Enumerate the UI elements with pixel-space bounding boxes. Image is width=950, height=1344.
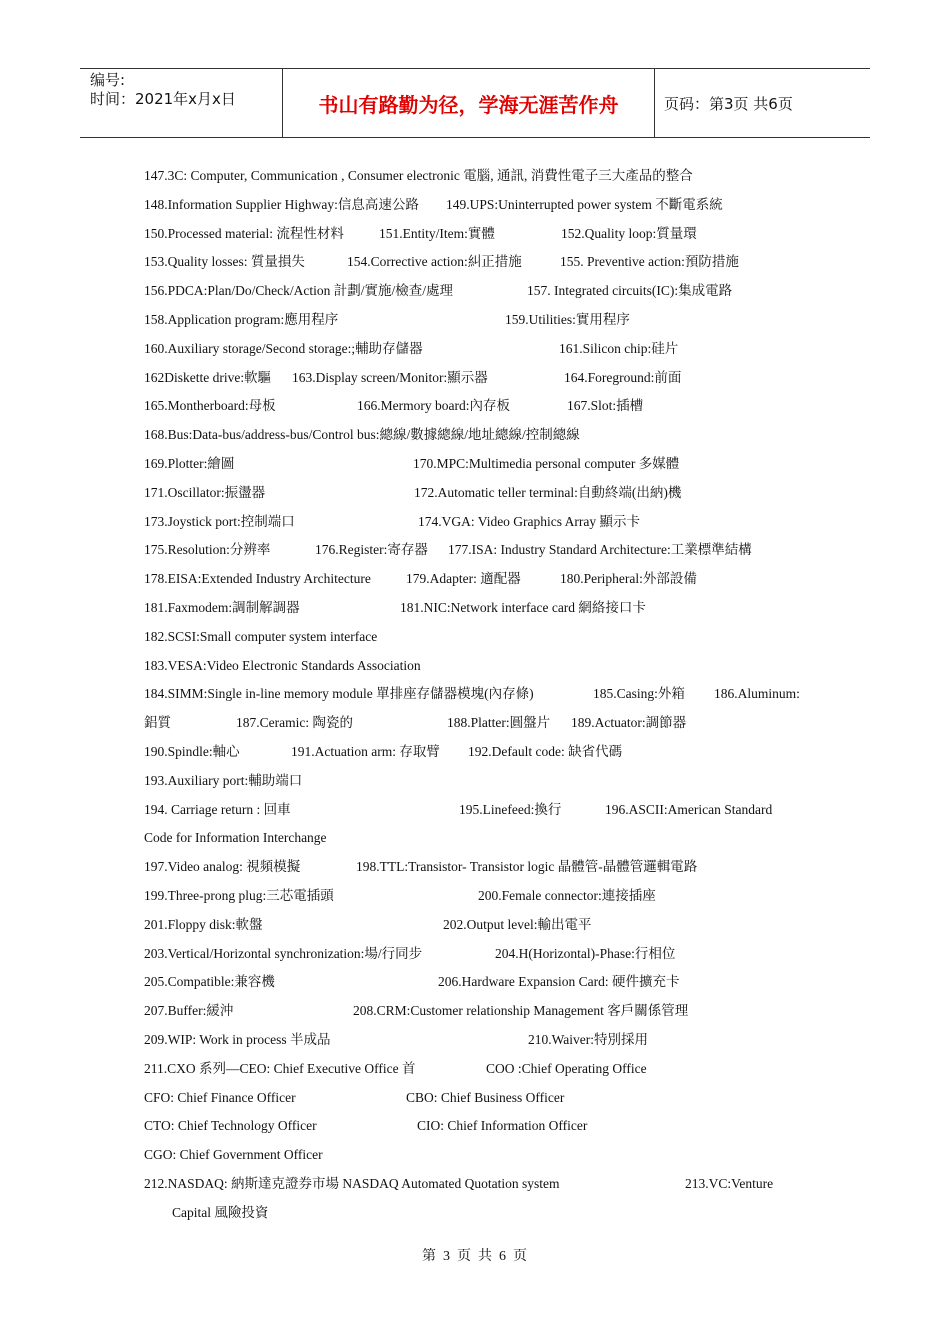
glossary-line bbox=[144, 1112, 824, 1141]
glossary-entry: 202.Output level:輸出電平 bbox=[443, 916, 592, 932]
glossary-line bbox=[144, 220, 824, 249]
glossary-entry: 184.SIMM:Single in-line memory module 單排座存儲器模塊(內存條) bbox=[144, 686, 534, 702]
glossary-entry: 205.Compatible:兼容機 bbox=[144, 974, 275, 990]
glossary-entry: 198.TTL:Transistor- Transistor logic 晶體管-晶體管邏輯電路 bbox=[356, 859, 698, 875]
glossary-entry: 189.Actuator:調節器 bbox=[571, 715, 687, 731]
glossary-entry: 164.Foreground:前面 bbox=[564, 369, 682, 385]
glossary-entry: 192.Default code: 缺省代碼 bbox=[468, 743, 623, 759]
glossary-line bbox=[144, 623, 824, 652]
glossary-line bbox=[144, 248, 824, 277]
glossary-line bbox=[144, 421, 824, 450]
glossary-entry: CBO: Chief Business Officer bbox=[406, 1089, 565, 1105]
glossary-entry: 155. Preventive action:預防措施 bbox=[560, 254, 739, 270]
glossary-entry: 153.Quality losses: 質量損失 bbox=[144, 254, 305, 270]
glossary-entry: 175.Resolution:分辨率 bbox=[144, 542, 271, 558]
glossary-entry: 鋁質 bbox=[144, 715, 171, 731]
glossary-line bbox=[144, 709, 824, 738]
glossary-line bbox=[144, 1141, 824, 1170]
glossary-line bbox=[144, 796, 824, 825]
glossary-entry: 151.Entity/Item:實體 bbox=[379, 225, 495, 241]
glossary-entry: 158.Application program:應用程序 bbox=[144, 311, 339, 327]
glossary-entry: Capital 風險投資 bbox=[172, 1204, 269, 1220]
glossary-entry: 165.Montherboard:母板 bbox=[144, 398, 276, 414]
glossary-entry: 200.Female connector:連接插座 bbox=[478, 887, 656, 903]
glossary-entry: 213.VC:Venture bbox=[685, 1175, 774, 1191]
glossary-entry: 186.Aluminum: bbox=[714, 686, 800, 702]
glossary-entry: 191.Actuation arm: 存取臂 bbox=[291, 743, 440, 759]
glossary-line bbox=[144, 1084, 824, 1113]
glossary-entry: 212.NASDAQ: 納斯達克證券市場 NASDAQ Automated Quotation system bbox=[144, 1175, 560, 1191]
glossary-entry: CFO: Chief Finance Officer bbox=[144, 1089, 296, 1105]
glossary-line bbox=[144, 565, 824, 594]
glossary-entry: 206.Hardware Expansion Card: 硬件擴充卡 bbox=[438, 974, 680, 990]
glossary-entry: 168.Bus:Data-bus/address-bus/Control bus:總線/數據總線/地址總線/控制總線 bbox=[144, 427, 580, 443]
glossary-entry: 181.Faxmodem:調制解調器 bbox=[144, 599, 300, 615]
glossary-line bbox=[144, 853, 824, 882]
glossary-entry: 150.Processed material: 流程性材料 bbox=[144, 225, 344, 241]
document-time-label: 时间：2021年x月x日 bbox=[90, 90, 236, 108]
glossary-line bbox=[144, 652, 824, 681]
glossary-entry: 207.Buffer:緩沖 bbox=[144, 1003, 234, 1019]
page-footer bbox=[0, 1245, 950, 1265]
glossary-line bbox=[144, 738, 824, 767]
page-header bbox=[80, 68, 870, 138]
glossary-entry: 208.CRM:Customer relationship Management 客戶關係管理 bbox=[353, 1003, 689, 1019]
glossary-line bbox=[144, 594, 824, 623]
glossary-entry: 176.Register:寄存器 bbox=[315, 542, 428, 558]
glossary-entry: 169.Plotter:繪圖 bbox=[144, 455, 235, 471]
glossary-entry: 193.Auxiliary port:輔助端口 bbox=[144, 772, 303, 788]
glossary-line bbox=[144, 1170, 824, 1199]
glossary-entry: 179.Adapter: 適配器 bbox=[406, 571, 521, 587]
glossary-line bbox=[144, 1199, 824, 1228]
glossary-entry: 161.Silicon chip:硅片 bbox=[559, 340, 679, 356]
glossary-entry: 171.Oscillator:振盪器 bbox=[144, 484, 266, 500]
glossary-line bbox=[144, 824, 824, 853]
glossary-entry: 183.VESA:Video Electronic Standards Association bbox=[144, 657, 421, 673]
glossary-line bbox=[144, 335, 824, 364]
glossary-entry: 170.MPC:Multimedia personal computer 多媒體 bbox=[413, 455, 680, 471]
glossary-entry: 203.Vertical/Horizontal synchronization:場/行同步 bbox=[144, 945, 423, 961]
footer-page-number: 3 bbox=[443, 1249, 451, 1264]
glossary-line bbox=[144, 1055, 824, 1084]
glossary-line bbox=[144, 508, 824, 537]
glossary-entry: 187.Ceramic: 陶瓷的 bbox=[236, 715, 353, 731]
glossary-line bbox=[144, 536, 824, 565]
glossary-line bbox=[144, 479, 824, 508]
glossary-entry: 188.Platter:圓盤片 bbox=[447, 715, 551, 731]
glossary-entry: 177.ISA: Industry Standard Architecture:工業標準結構 bbox=[448, 542, 752, 558]
glossary-entry: Code for Information Interchange bbox=[144, 830, 327, 846]
glossary-entry: 174.VGA: Video Graphics Array 顯示卡 bbox=[418, 513, 641, 529]
header-meta bbox=[80, 69, 282, 137]
glossary-entry: 156.PDCA:Plan/Do/Check/Action 計劃/實施/檢查/處理 bbox=[144, 283, 453, 299]
glossary-entry: 160.Auxiliary storage/Second storage:;輔助存儲器 bbox=[144, 340, 423, 356]
glossary-entry: 180.Peripheral:外部設備 bbox=[560, 571, 697, 587]
glossary-entry: CTO: Chief Technology Officer bbox=[144, 1118, 317, 1134]
glossary-entry: 166.Mermory board:內存板 bbox=[357, 398, 510, 414]
glossary-entry: 173.Joystick port:控制端口 bbox=[144, 513, 295, 529]
glossary-entry: 178.EISA:Extended Industry Architecture bbox=[144, 571, 371, 587]
glossary-entry: 199.Three-prong plug:三芯電插頭 bbox=[144, 887, 334, 903]
glossary-body bbox=[144, 162, 824, 1227]
glossary-line bbox=[144, 968, 824, 997]
header-page-label: 页码：第3页 共6页 bbox=[664, 94, 793, 113]
glossary-line bbox=[144, 1026, 824, 1055]
glossary-entry: 185.Casing:外箱 bbox=[593, 686, 685, 702]
glossary-line bbox=[144, 277, 824, 306]
glossary-entry: 194. Carriage return : 回車 bbox=[144, 801, 291, 817]
glossary-entry: 211.CXO 系列—CEO: Chief Executive Office 首 bbox=[144, 1060, 416, 1076]
glossary-entry: 196.ASCII:American Standard bbox=[605, 801, 773, 817]
glossary-line bbox=[144, 997, 824, 1026]
glossary-entry: 210.Waiver:特別採用 bbox=[528, 1031, 649, 1047]
glossary-entry: 162Diskette drive:軟驅 bbox=[144, 369, 272, 385]
glossary-entry: 190.Spindle:軸心 bbox=[144, 743, 240, 759]
glossary-line bbox=[144, 882, 824, 911]
document-number-label: 编号: bbox=[90, 71, 126, 89]
glossary-entry: 147.3C: Computer, Communication , Consumer electronic 電腦, 通訊, 消費性電子三大產品的整合 bbox=[144, 168, 693, 183]
glossary-entry: CIO: Chief Information Officer bbox=[417, 1118, 588, 1134]
glossary-entry: 181.NIC:Network interface card 網絡接口卡 bbox=[400, 599, 646, 615]
glossary-line bbox=[144, 450, 824, 479]
glossary-line bbox=[144, 680, 824, 709]
footer-total-pages: 6 bbox=[499, 1249, 507, 1264]
glossary-line bbox=[144, 940, 824, 969]
glossary-entry: 195.Linefeed:換行 bbox=[459, 801, 562, 817]
glossary-entry: 154.Corrective action:糾正措施 bbox=[347, 254, 522, 270]
glossary-line bbox=[144, 364, 824, 393]
header-motto: 书山有路勤为径，学海无涯苦作舟 bbox=[282, 69, 655, 137]
glossary-line bbox=[144, 911, 824, 940]
glossary-line bbox=[144, 306, 824, 335]
glossary-entry: COO :Chief Operating Office bbox=[486, 1060, 647, 1076]
footer-di: 第 bbox=[422, 1249, 437, 1264]
glossary-entry: 172.Automatic teller terminal:自動終端(出納)機 bbox=[414, 484, 682, 500]
glossary-entry: 163.Display screen/Monitor:顯示器 bbox=[292, 369, 488, 385]
glossary-entry: 149.UPS:Uninterrupted power system 不斷電系統 bbox=[446, 196, 723, 212]
glossary-entry: CGO: Chief Government Officer bbox=[144, 1147, 323, 1163]
glossary-entry: 182.SCSI:Small computer system interface bbox=[144, 628, 378, 644]
footer-ye: 页 bbox=[457, 1249, 472, 1264]
footer-gong: 共 bbox=[478, 1249, 493, 1264]
glossary-line bbox=[144, 191, 824, 220]
glossary-line bbox=[144, 162, 824, 191]
glossary-entry: 209.WIP: Work in process 半成品 bbox=[144, 1031, 331, 1047]
glossary-entry: 167.Slot:插槽 bbox=[567, 398, 644, 414]
glossary-entry: 204.H(Horizontal)-Phase:行相位 bbox=[495, 945, 676, 961]
glossary-entry: 152.Quality loop:質量環 bbox=[561, 225, 697, 241]
glossary-entry: 159.Utilities:實用程序 bbox=[505, 311, 630, 327]
glossary-line bbox=[144, 392, 824, 421]
glossary-entry: 148.Information Supplier Highway:信息高速公路 bbox=[144, 196, 419, 212]
glossary-line bbox=[144, 767, 824, 796]
glossary-entry: 197.Video analog: 視頻模擬 bbox=[144, 859, 301, 875]
footer-ye2: 页 bbox=[513, 1249, 528, 1264]
glossary-entry: 157. Integrated circuits(IC):集成電路 bbox=[527, 283, 733, 299]
glossary-entry: 201.Floppy disk:軟盤 bbox=[144, 916, 263, 932]
